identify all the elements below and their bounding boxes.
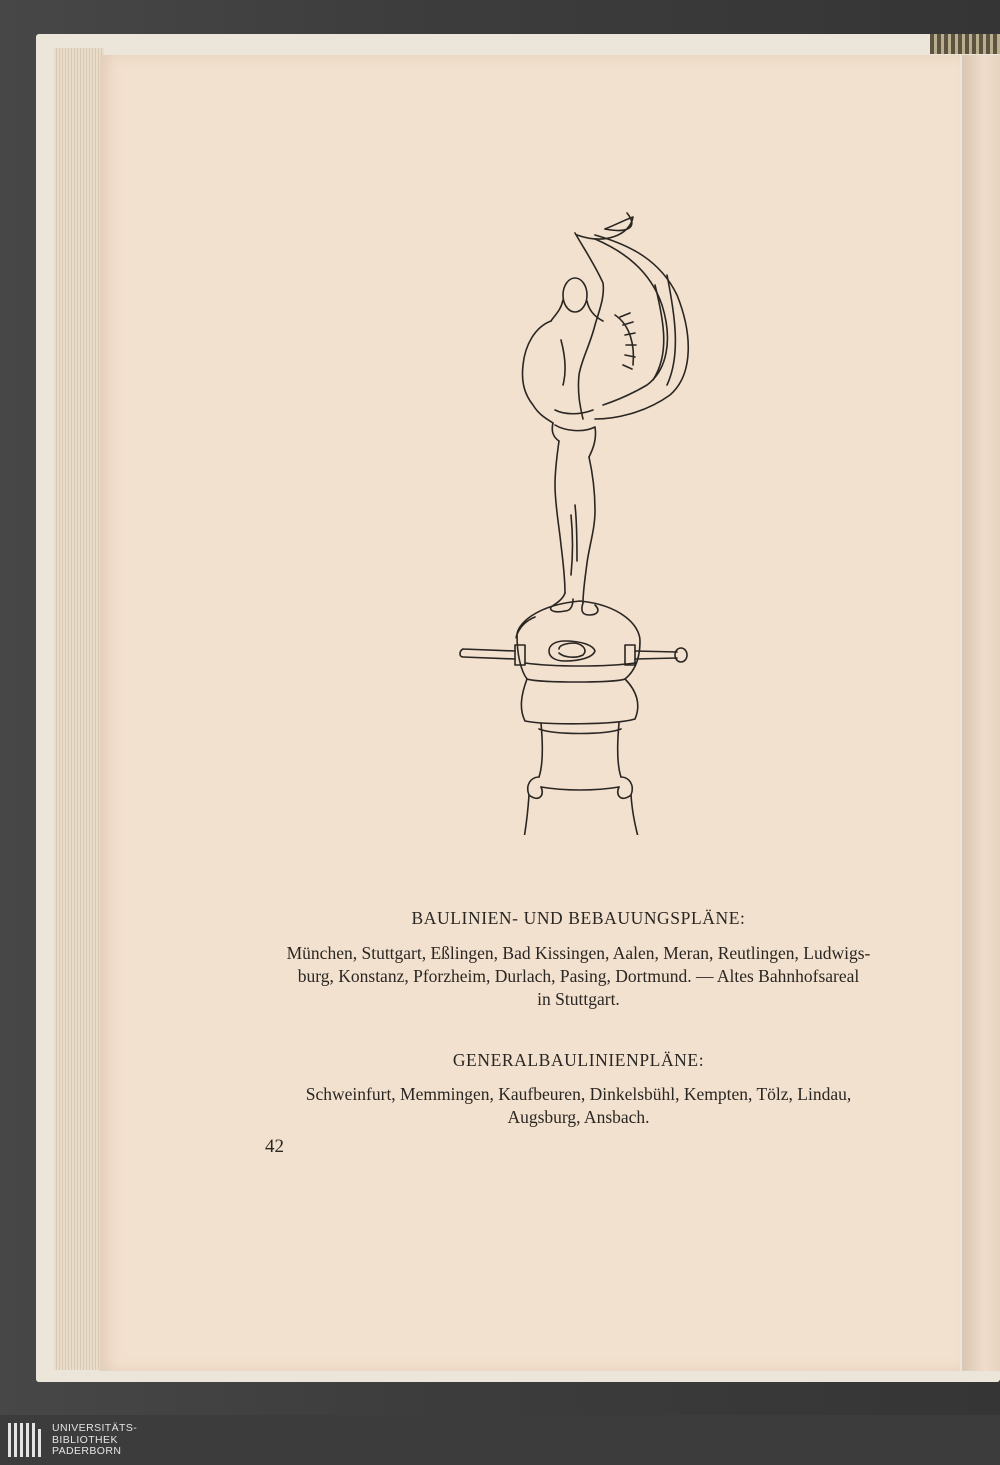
generalbaulinien-line: Schweinfurt, Memmingen, Kaufbeuren, Dinkelsbühl, Kempten, Tölz, Lindau, bbox=[305, 1084, 852, 1104]
section-heading-generalbaulinien: GENERALBAULINIENPLÄNE: bbox=[452, 1050, 705, 1070]
library-name-line: UNIVERSITÄTS- bbox=[52, 1422, 138, 1434]
library-name-line: BIBLIOTHEK bbox=[52, 1433, 118, 1446]
baulinien-city-list bbox=[265, 942, 892, 1011]
library-name bbox=[52, 1423, 137, 1458]
page-stack bbox=[54, 48, 104, 1370]
baulinien-line: burg, Konstanz, Pforzheim, Durlach, Pasing, Dortmund. — Altes Bahnhofsareal bbox=[297, 966, 860, 986]
library-footer bbox=[0, 1415, 1000, 1465]
cover-edge bbox=[930, 34, 1000, 54]
library-logo-icon bbox=[8, 1421, 44, 1461]
next-page-edge bbox=[962, 55, 1000, 1371]
statue-on-globe-drawing bbox=[455, 205, 705, 835]
section-heading-baulinien: BAULINIEN- UND BEBAUUNGSPLÄNE: bbox=[411, 908, 746, 928]
library-name-line: PADERBORN bbox=[52, 1445, 122, 1457]
generalbaulinien-city-list bbox=[265, 1083, 892, 1129]
generalbaulinien-line: Augsburg, Ansbach. bbox=[507, 1107, 650, 1127]
baulinien-line: in Stuttgart. bbox=[537, 989, 620, 1009]
page-number: 42 bbox=[265, 1136, 284, 1157]
baulinien-line: München, Stuttgart, Eßlingen, Bad Kissingen, Aalen, Meran, Reutlingen, Ludwigs- bbox=[286, 943, 871, 963]
